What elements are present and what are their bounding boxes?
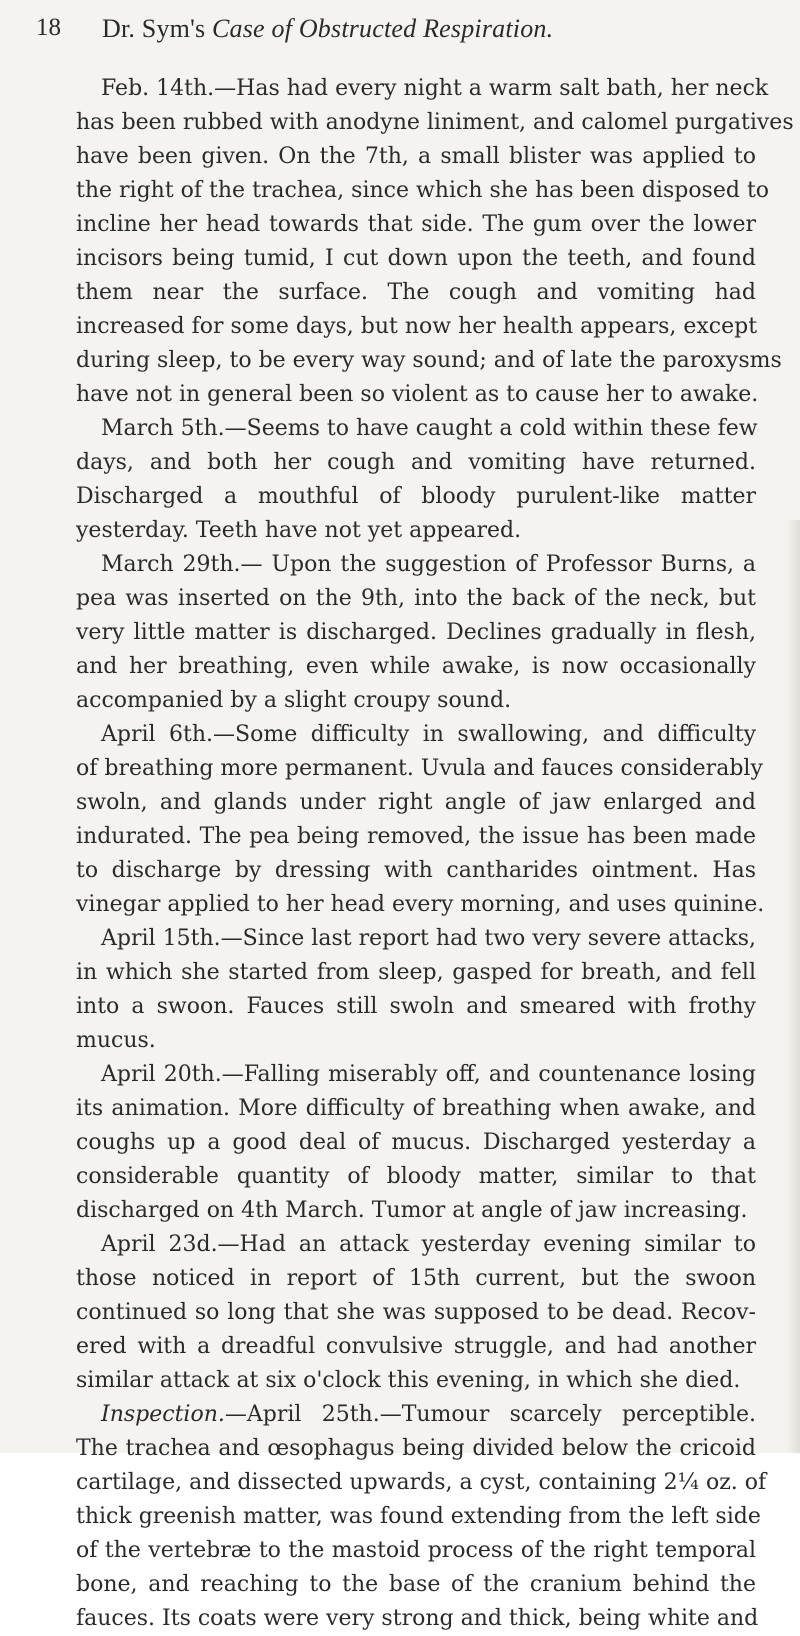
text-line (76, 242, 756, 276)
line-text: and her breathing, even while awake, is now occasionally (76, 654, 756, 679)
line-text: to discharge by dressing with cantharides ointment. Has (76, 858, 756, 883)
line-text: its animation. More difficulty of breathing when awake, and (76, 1096, 756, 1121)
text-line (76, 1364, 756, 1398)
text-line (76, 718, 756, 752)
line-text: April 20th.—Falling miserably off, and countenance losing (101, 1062, 756, 1087)
text-line (76, 582, 756, 616)
text-line (76, 106, 794, 140)
text-line (76, 1024, 756, 1058)
body-text (76, 72, 794, 1636)
text-line (76, 548, 756, 582)
line-text: bone, and reaching to the base of the cranium behind the (76, 1572, 756, 1597)
line-text: very little matter is discharged. Declines gradually in flesh, (76, 620, 756, 645)
line-text: April 15th.—Since last report had two very severe attacks, (101, 926, 756, 951)
text-line (76, 1500, 761, 1534)
line-text: discharged on 4th March. Tumor at angle of jaw increasing. (76, 1198, 748, 1223)
line-text: vinegar applied to her head every morning, and uses quinine. (76, 892, 765, 917)
text-line (76, 276, 756, 310)
line-text: in which she started from sleep, gasped for breath, and fell (76, 960, 756, 985)
line-text: into a swoon. Fauces still swoln and smeared with frothy (76, 994, 756, 1019)
text-line (76, 854, 756, 888)
line-text: those noticed in report of 15th current, but the swoon (76, 1266, 756, 1291)
text-line (76, 684, 756, 718)
line-text: March 5th.—Seems to have caught a cold within these few (101, 416, 758, 441)
line-text: have been given. On the 7th, a small blister was applied to (76, 144, 756, 169)
text-line (76, 1296, 756, 1330)
text-line (76, 1126, 756, 1160)
text-line (76, 310, 756, 344)
text-line (76, 480, 756, 514)
line-text: thick greenish matter, was found extending from the left side (76, 1504, 761, 1529)
italic-lead: Inspection. (101, 1402, 225, 1427)
line-text: ered with a dreadful convulsive struggle, and had another (76, 1334, 756, 1359)
text-line (76, 1534, 756, 1568)
text-line (76, 922, 756, 956)
line-text: The trachea and œsophagus being divided below the cricoid (76, 1436, 756, 1461)
line-text: swoln, and glands under right angle of jaw enlarged and (76, 790, 756, 815)
line-text: March 29th.— Upon the suggestion of Professor Burns, a (101, 552, 756, 577)
line-text: have not in general been so violent as to cause her to awake. (76, 382, 759, 407)
text-line (76, 990, 756, 1024)
text-line (76, 956, 756, 990)
text-line (76, 1228, 756, 1262)
running-head-title: Case of Obstructed Respiration. (212, 14, 554, 43)
text-line (76, 446, 756, 480)
line-text: similar attack at six o'clock this evening, in which she died. (76, 1368, 741, 1393)
line-text: increased for some days, but now her health appears, except (76, 314, 758, 339)
text-line (76, 820, 756, 854)
line-text: them near the surface. The cough and vomiting had (76, 280, 756, 305)
line-text: incisors being tumid, I cut down upon the teeth, and found (76, 246, 756, 271)
line-text: yesterday. Teeth have not yet appeared. (76, 518, 522, 543)
text-line (76, 650, 756, 684)
running-head-author: Dr. Sym's (102, 14, 206, 43)
line-text: Discharged a mouthful of bloody purulent-like matter (76, 484, 756, 509)
line-text: incline her head towards that side. The gum over the lower (76, 212, 756, 237)
line-text: continued so long that she was supposed to be dead. Recov- (76, 1300, 756, 1325)
text-line (76, 1262, 756, 1296)
running-head (102, 14, 553, 44)
text-line (76, 174, 770, 208)
text-line (76, 208, 756, 242)
line-text: Feb. 14th.—Has had every night a warm salt bath, her neck (101, 76, 769, 101)
line-text: cartilage, and dissected upwards, a cyst, containing 2¼ oz. of (76, 1470, 767, 1495)
line-text: of breathing more permanent. Uvula and fauces considerably (76, 756, 763, 781)
text-line (76, 140, 756, 174)
text-line (76, 1160, 756, 1194)
text-line (76, 786, 756, 820)
text-line (76, 1432, 756, 1466)
text-line (76, 1330, 756, 1364)
line-text: fauces. Its coats were very strong and thick, being white and (76, 1606, 759, 1631)
line-text: —April 25th.—Tumour scarcely perceptible. (224, 1402, 756, 1427)
text-line (76, 752, 763, 786)
page-edge-shadow (786, 520, 800, 1453)
text-line (76, 378, 759, 412)
line-text: during sleep, to be every way sound; and of late the paroxysms (76, 348, 782, 373)
text-line (76, 1602, 759, 1636)
text-line (76, 1092, 756, 1126)
line-text: days, and both her cough and vomiting have returned. (76, 450, 756, 475)
text-line (76, 514, 756, 548)
line-text: mucus. (76, 1028, 156, 1053)
line-text: considerable quantity of bloody matter, similar to that (76, 1164, 756, 1189)
text-line (76, 72, 769, 106)
line-text: accompanied by a slight croupy sound. (76, 688, 512, 713)
line-text: April 23d.—Had an attack yesterday evening similar to (101, 1232, 756, 1257)
line-text: coughs up a good deal of mucus. Discharged yesterday a (76, 1130, 756, 1155)
text-line (76, 1194, 756, 1228)
line-text: of the vertebræ to the mastoid process of the right temporal (76, 1538, 756, 1563)
line-text: the right of the trachea, since which she has been disposed to (76, 178, 770, 203)
text-line (76, 412, 756, 446)
text-line (76, 1466, 767, 1500)
page-header (36, 14, 776, 54)
line-text: April 6th.—Some difficulty in swallowing, and difficulty (101, 722, 756, 747)
text-line (76, 1058, 756, 1092)
line-text: has been rubbed with anodyne liniment, and calomel purgatives (76, 110, 794, 135)
text-line (76, 344, 782, 378)
text-line (76, 888, 765, 922)
line-text: pea was inserted on the 9th, into the back of the neck, but (76, 586, 756, 611)
text-line (76, 1568, 756, 1602)
text-line (76, 616, 756, 650)
text-line (76, 1398, 756, 1432)
line-text: indurated. The pea being removed, the issue has been made (76, 824, 756, 849)
page-number: 18 (36, 14, 61, 41)
